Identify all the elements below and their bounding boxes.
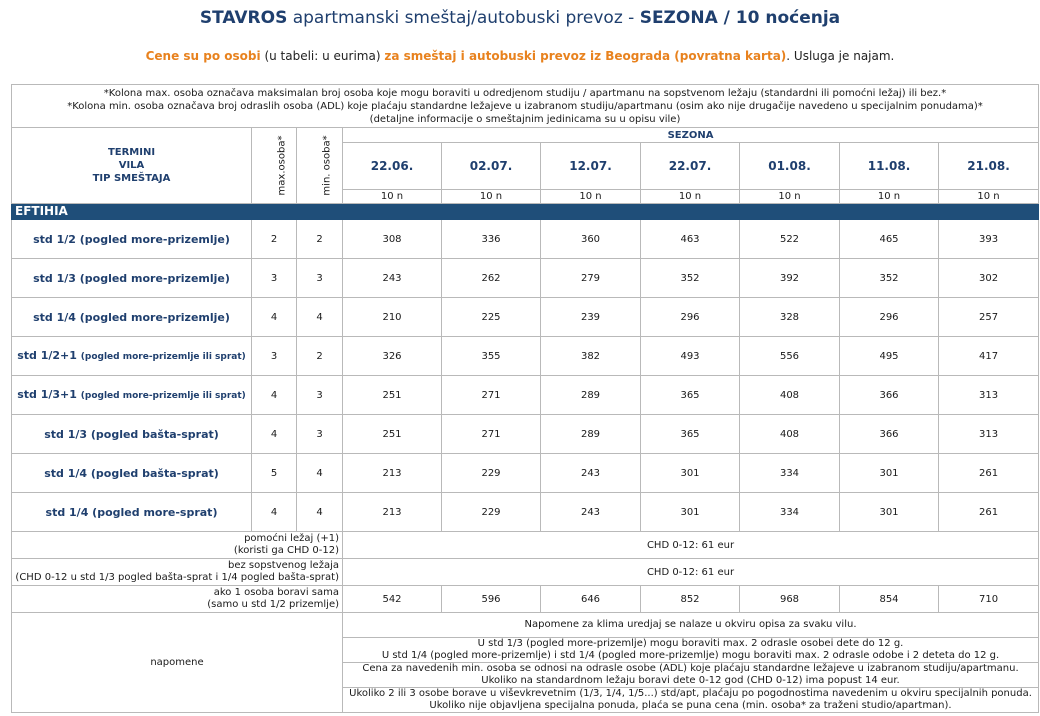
extra-bed-value: CHD 0-12: 61 eur	[343, 532, 1039, 559]
price-cell: 393	[939, 220, 1039, 259]
price-cell: 271	[442, 376, 541, 415]
extra-bed-label: pomoćni ležaj (+1) (koristi ga CHD 0-12)	[12, 532, 343, 559]
max-persons-cell: 5	[252, 454, 297, 493]
price-cell: 308	[343, 220, 442, 259]
price-cell: 328	[740, 298, 840, 337]
max-persons-cell: 4	[252, 298, 297, 337]
date-cell: 21.08.	[939, 143, 1039, 190]
header-termini: TERMINI VILA TIP SMEŠTAJA	[12, 128, 252, 204]
min-persons-cell: 4	[297, 298, 343, 337]
price-cell: 261	[939, 493, 1039, 532]
price-cell: 493	[641, 337, 740, 376]
price-cell: 296	[641, 298, 740, 337]
price-cell: 360	[541, 220, 641, 259]
room-type-label: std 1/4 (pogled more-sprat)	[12, 493, 252, 532]
table-row	[12, 376, 1039, 415]
min-persons-cell: 4	[297, 454, 343, 493]
single-price-cell: 852	[641, 586, 740, 613]
single-price-cell: 596	[442, 586, 541, 613]
price-cell: 352	[641, 259, 740, 298]
room-type-label: std 1/2 (pogled more-prizemlje)	[12, 220, 252, 259]
price-cell: 336	[442, 220, 541, 259]
price-cell: 301	[840, 493, 939, 532]
single-price-cell: 646	[541, 586, 641, 613]
date-cell: 02.07.	[442, 143, 541, 190]
room-type-label: std 1/3 (pogled more-prizemlje)	[12, 259, 252, 298]
min-persons-cell: 2	[297, 220, 343, 259]
single-occupancy-label: ako 1 osoba boravi sama (samo u std 1/2 prizemlje)	[12, 586, 343, 613]
single-price-cell: 710	[939, 586, 1039, 613]
nights-cell: 10 n	[343, 190, 442, 204]
price-cell: 301	[840, 454, 939, 493]
nights-cell: 10 n	[641, 190, 740, 204]
price-cell: 296	[840, 298, 939, 337]
price-cell: 313	[939, 415, 1039, 454]
min-persons-cell: 2	[297, 337, 343, 376]
min-persons-cell: 3	[297, 415, 343, 454]
price-cell: 355	[442, 337, 541, 376]
price-cell: 289	[541, 376, 641, 415]
price-cell: 289	[541, 415, 641, 454]
table-row	[12, 415, 1039, 454]
price-cell: 352	[840, 259, 939, 298]
note-price-basis: Cena za navedenih min. osoba se odnosi na odrasle osobe (ADL) koje plaćaju standardne ležajeve u izabranom studiju/apartmanu. Ukoliko na standardnom ležaju boravi dete 0-12 god (CHD 0-12) ima popust 14 eur.	[343, 663, 1039, 688]
price-cell: 261	[939, 454, 1039, 493]
note-max: *Kolona max. osoba označava maksimalan broj osoba koje mogu boraviti u odredjenom studiju / apartmanu na sopstvenom ležaju (standardni ili pomoćni ležaj) ili bez.*	[103, 87, 947, 99]
price-cell: 257	[939, 298, 1039, 337]
min-persons-cell: 3	[297, 376, 343, 415]
nights-cell: 10 n	[442, 190, 541, 204]
room-type-label: std 1/3+1 (pogled more-prizemlje ili sprat)	[12, 376, 252, 415]
table-row	[12, 259, 1039, 298]
price-cell: 239	[541, 298, 641, 337]
price-cell: 382	[541, 337, 641, 376]
price-cell: 417	[939, 337, 1039, 376]
price-cell: 465	[840, 220, 939, 259]
nights-cell: 10 n	[740, 190, 840, 204]
price-cell: 334	[740, 493, 840, 532]
price-cell: 366	[840, 415, 939, 454]
price-cell: 365	[641, 415, 740, 454]
price-cell: 463	[641, 220, 740, 259]
table-row	[12, 220, 1039, 259]
price-cell: 251	[343, 376, 442, 415]
table-row	[12, 454, 1039, 493]
price-cell: 243	[343, 259, 442, 298]
note-capacity: U std 1/3 (pogled more-prizemlje) mogu boraviti max. 2 odrasle osobei dete do 12 g. U std 1/4 (pogled more-prizemlje) i std 1/4 (pogled more-prizemlje) mogu boraviti max. 2 odrasle odobe i 2 deteta do 12 g.	[343, 638, 1039, 663]
price-cell: 229	[442, 454, 541, 493]
no-bed-label: bez sopstvenog ležaja (CHD 0-12 u std 1/3 pogled bašta-sprat i 1/4 pogled bašta-sprat)	[12, 559, 343, 586]
info-notes	[12, 85, 1039, 128]
max-persons-cell: 4	[252, 415, 297, 454]
header-season: SEZONA	[343, 128, 1039, 143]
min-persons-cell: 4	[297, 493, 343, 532]
price-cell: 334	[740, 454, 840, 493]
price-cell: 313	[939, 376, 1039, 415]
max-persons-cell: 4	[252, 493, 297, 532]
price-cell: 213	[343, 493, 442, 532]
price-cell: 225	[442, 298, 541, 337]
date-cell: 22.06.	[343, 143, 442, 190]
date-cell: 22.07.	[641, 143, 740, 190]
price-cell: 271	[442, 415, 541, 454]
table-row	[12, 337, 1039, 376]
price-cell: 556	[740, 337, 840, 376]
price-rows	[12, 220, 1039, 532]
price-table	[11, 84, 1039, 713]
price-cell: 213	[343, 454, 442, 493]
header-max: max.osoba*	[252, 128, 297, 204]
price-cell: 262	[442, 259, 541, 298]
nights-cell: 10 n	[541, 190, 641, 204]
price-cell: 495	[840, 337, 939, 376]
note-air-conditioning: Napomene za klima uredjaj se nalaze u okviru opisa za svaku vilu.	[343, 613, 1039, 638]
single-price-cell: 968	[740, 586, 840, 613]
price-cell: 229	[442, 493, 541, 532]
room-type-label: std 1/4 (pogled bašta-sprat)	[12, 454, 252, 493]
date-cell: 12.07.	[541, 143, 641, 190]
price-cell: 522	[740, 220, 840, 259]
nights-cell: 10 n	[840, 190, 939, 204]
room-type-label: std 1/4 (pogled more-prizemlje)	[12, 298, 252, 337]
max-persons-cell: 4	[252, 376, 297, 415]
price-cell: 365	[641, 376, 740, 415]
table-row	[12, 298, 1039, 337]
min-persons-cell: 3	[297, 259, 343, 298]
max-persons-cell: 2	[252, 220, 297, 259]
price-cell: 301	[641, 493, 740, 532]
date-cell: 11.08.	[840, 143, 939, 190]
group-header-eftihia: EFTIHIA	[12, 204, 1039, 220]
price-cell: 366	[840, 376, 939, 415]
price-cell: 392	[740, 259, 840, 298]
nights-cell: 10 n	[939, 190, 1039, 204]
note-details: (detaljne informacije o smeštajnim jedinicama su u opisu vile)	[369, 113, 681, 125]
room-type-label: std 1/2+1 (pogled more-prizemlje ili sprat)	[12, 337, 252, 376]
no-bed-value: CHD 0-12: 61 eur	[343, 559, 1039, 586]
price-cell: 279	[541, 259, 641, 298]
note-min: *Kolona min. osoba označava broj odraslih osoba (ADL) koje plaćaju standardne ležajeve u izabranom studiju/apartmanu (osim ako nije drugačije navedeno u specijalnim ponudama)*	[67, 100, 983, 112]
single-price-cell: 542	[343, 586, 442, 613]
price-cell: 326	[343, 337, 442, 376]
page-subtitle: Cene su po osobi (u tabeli: u eurima) za smeštaj i autobuski prevoz iz Beograda (povratna karta). Usluga je najam.	[145, 49, 895, 63]
table-row	[12, 493, 1039, 532]
header-min: min. osoba*	[297, 128, 343, 204]
price-cell: 243	[541, 493, 641, 532]
price-cell: 251	[343, 415, 442, 454]
price-cell: 301	[641, 454, 740, 493]
max-persons-cell: 3	[252, 259, 297, 298]
notes-label: napomene	[12, 613, 343, 713]
room-type-label: std 1/3 (pogled bašta-sprat)	[12, 415, 252, 454]
max-persons-cell: 3	[252, 337, 297, 376]
date-cell: 01.08.	[740, 143, 840, 190]
price-cell: 408	[740, 376, 840, 415]
price-cell: 243	[541, 454, 641, 493]
page-title: STAVROS apartmanski smeštaj/autobuski prevoz - SEZONA / 10 noćenja	[199, 8, 841, 28]
price-cell: 408	[740, 415, 840, 454]
single-price-cell: 854	[840, 586, 939, 613]
note-special-offers: Ukoliko 2 ili 3 osobe borave u viševkrevetnim (1/3, 1/4, 1/5...) std/apt, plaćaju po pogodnostima navedenim u okviru specijalnih ponuda. Ukoliko nije objavljena specijalna ponuda, plaća se puna cena (min. osoba* za traženi studio/apartman).	[343, 688, 1039, 713]
price-cell: 302	[939, 259, 1039, 298]
price-cell: 210	[343, 298, 442, 337]
